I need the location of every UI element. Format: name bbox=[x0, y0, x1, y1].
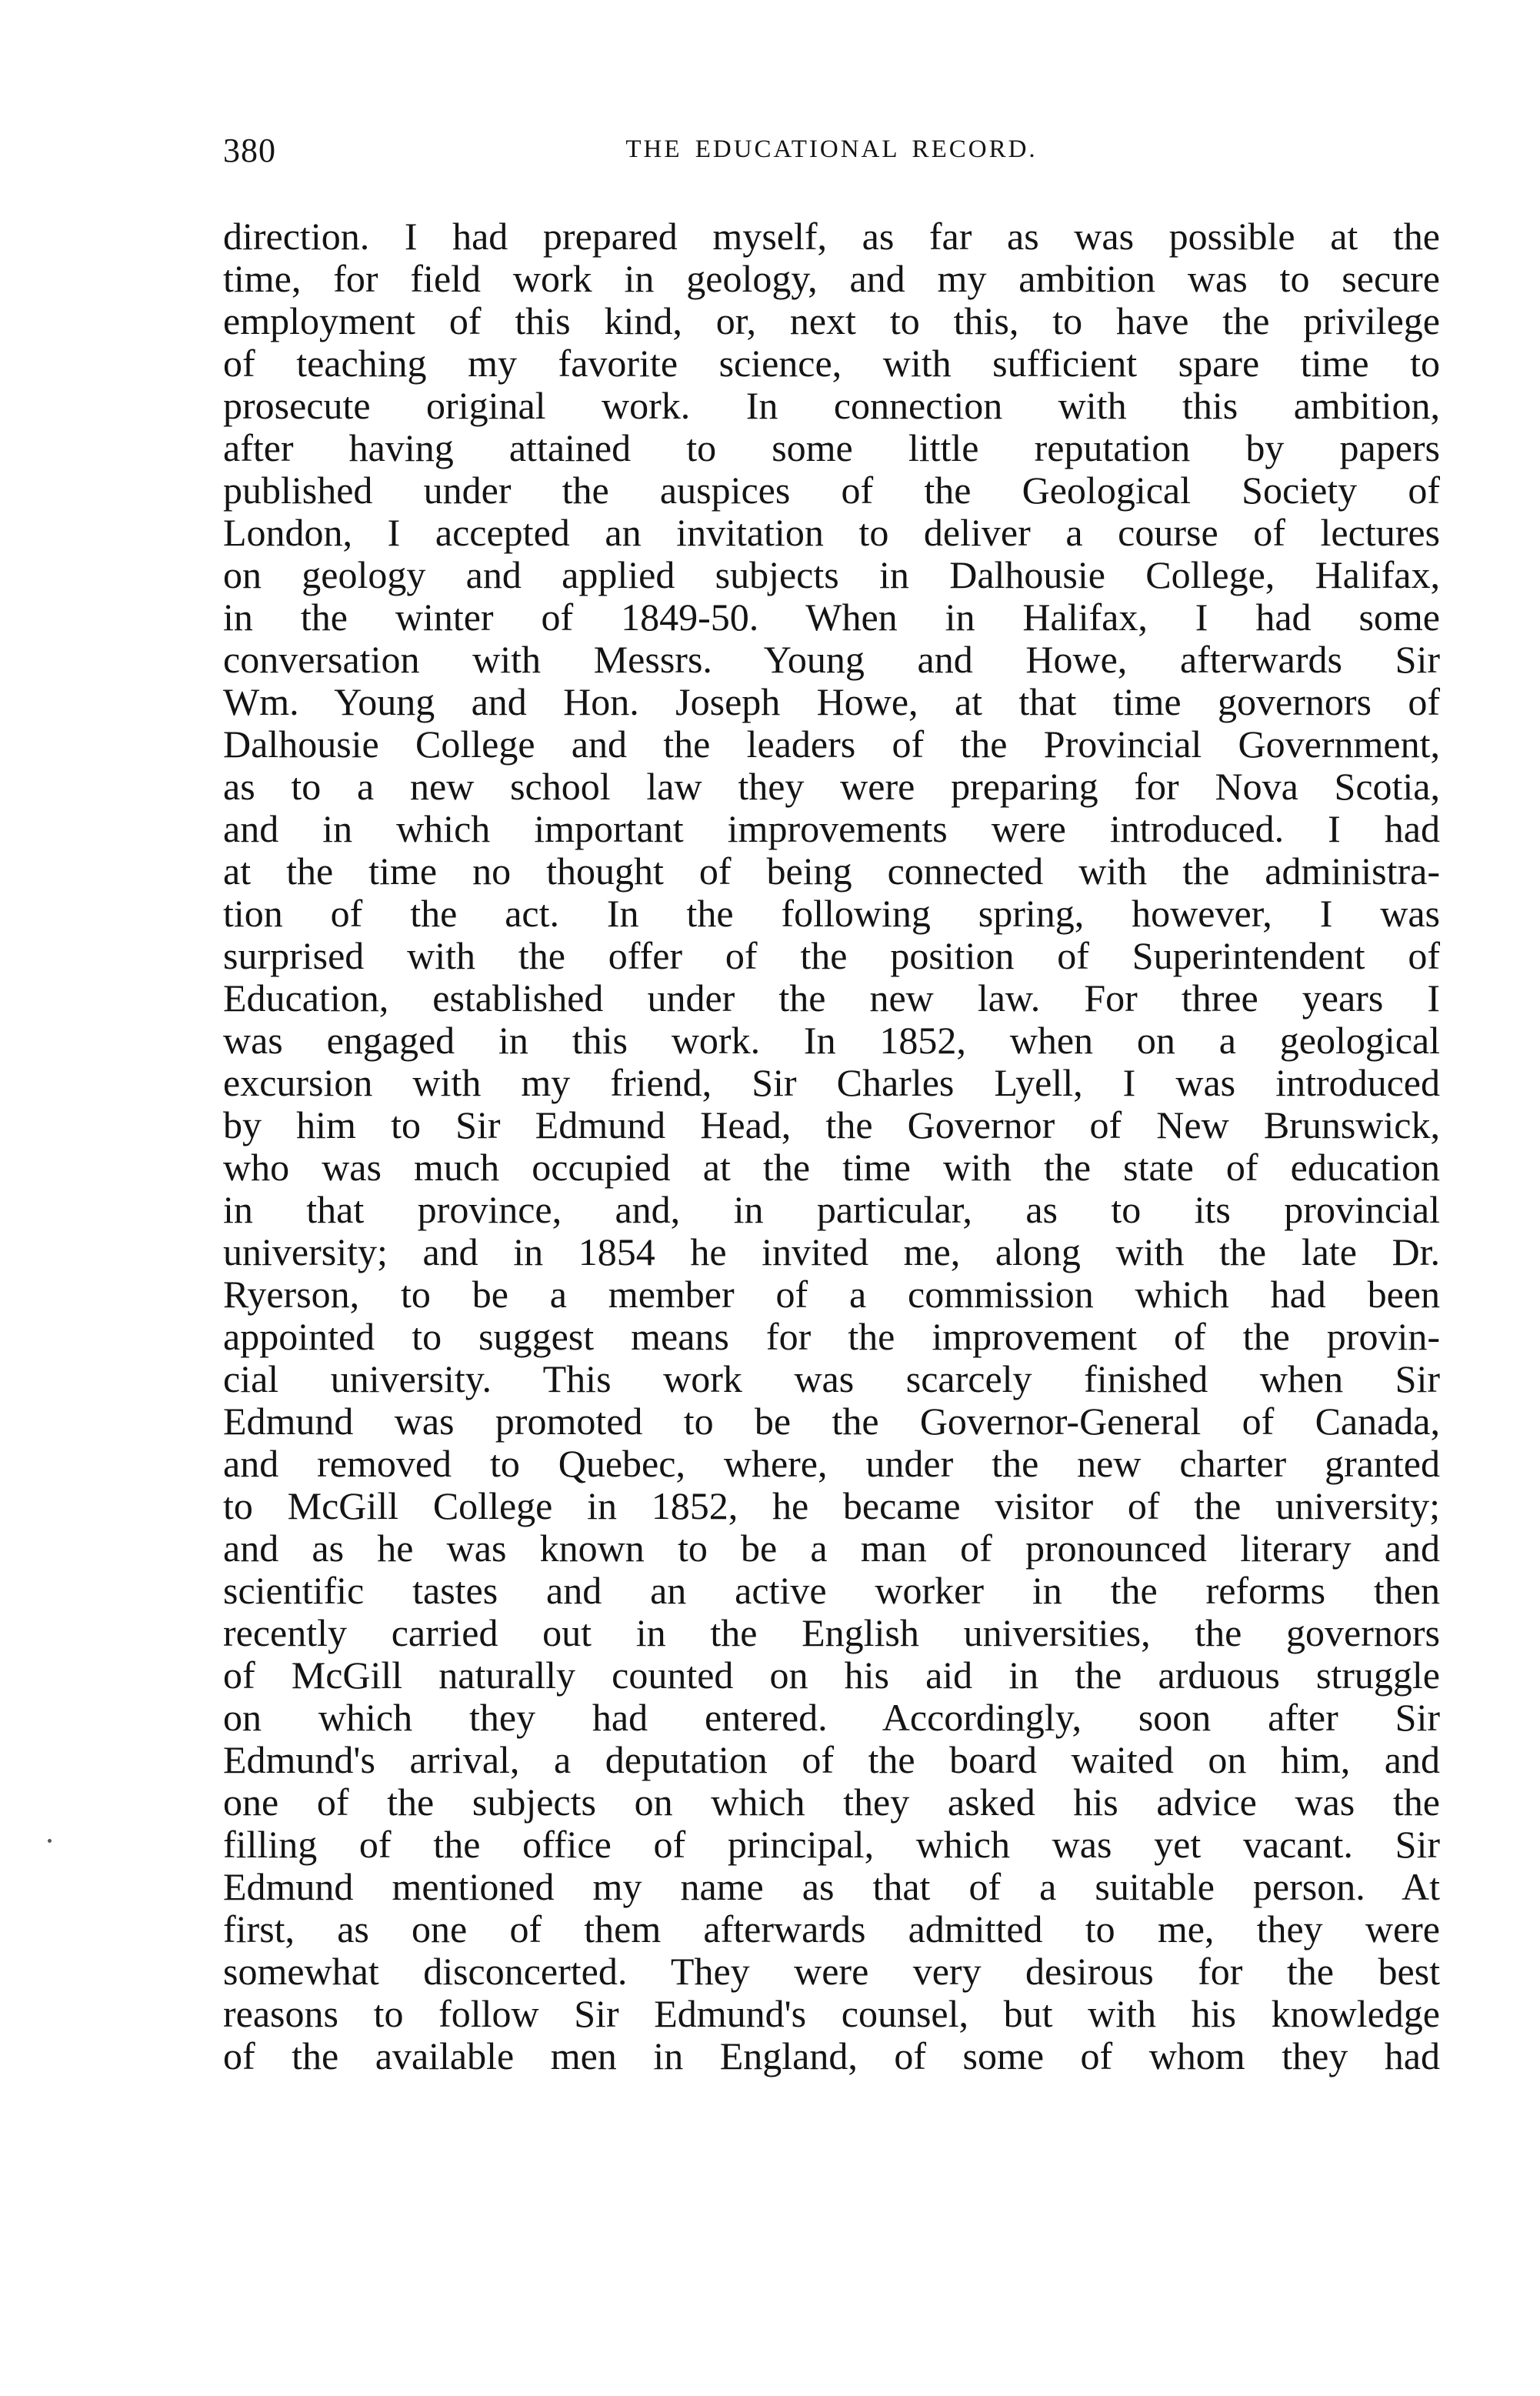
text-line: tion of the act. In the following spring, however, I was bbox=[223, 893, 1440, 935]
stray-ink-mark bbox=[48, 1839, 52, 1843]
text-line: in that province, and, in particular, as to its provincial bbox=[223, 1189, 1440, 1231]
text-line: of teaching my favorite science, with sufficient spare time to bbox=[223, 342, 1440, 385]
text-line: appointed to suggest means for the improvement of the provin- bbox=[223, 1316, 1440, 1358]
text-line: at the time no thought of being connected with the administra- bbox=[223, 850, 1440, 893]
text-line: surprised with the offer of the position of Superintendent of bbox=[223, 935, 1440, 977]
text-line: as to a new school law they were preparing for Nova Scotia, bbox=[223, 766, 1440, 808]
text-line: of McGill naturally counted on his aid in the arduous struggle bbox=[223, 1654, 1440, 1697]
text-line: Wm. Young and Hon. Joseph Howe, at that time governors of bbox=[223, 681, 1440, 723]
body-text bbox=[223, 215, 1440, 2077]
text-line: time, for field work in geology, and my ambition was to secure bbox=[223, 258, 1440, 300]
text-line: Ryerson, to be a member of a commission which had been bbox=[223, 1273, 1440, 1316]
text-line: London, I accepted an invitation to deliver a course of lectures bbox=[223, 512, 1440, 554]
text-line: published under the auspices of the Geological Society of bbox=[223, 469, 1440, 512]
text-line: one of the subjects on which they asked his advice was the bbox=[223, 1781, 1440, 1824]
running-title: THE EDUCATIONAL RECORD. bbox=[625, 135, 1038, 163]
text-line: on which they had entered. Accordingly, soon after Sir bbox=[223, 1697, 1440, 1739]
text-line: reasons to follow Sir Edmund's counsel, but with his knowledge bbox=[223, 1993, 1440, 2035]
text-line: recently carried out in the English universities, the governors bbox=[223, 1612, 1440, 1654]
text-line: to McGill College in 1852, he became visitor of the university; bbox=[223, 1485, 1440, 1527]
text-line: Edmund's arrival, a deputation of the board waited on him, and bbox=[223, 1739, 1440, 1781]
text-line: of the available men in England, of some of whom they had bbox=[223, 2035, 1440, 2077]
text-line: scientific tastes and an active worker in the reforms then bbox=[223, 1570, 1440, 1612]
text-line: and removed to Quebec, where, under the new charter granted bbox=[223, 1443, 1440, 1485]
text-line: Edmund mentioned my name as that of a suitable person. At bbox=[223, 1866, 1440, 1908]
text-line: by him to Sir Edmund Head, the Governor of New Brunswick, bbox=[223, 1104, 1440, 1146]
text-line: who was much occupied at the time with the state of education bbox=[223, 1146, 1440, 1189]
text-line: on geology and applied subjects in Dalhousie College, Halifax, bbox=[223, 554, 1440, 596]
text-line: after having attained to some little reputation by papers bbox=[223, 427, 1440, 469]
text-line: Edmund was promoted to be the Governor-General of Canada, bbox=[223, 1400, 1440, 1443]
text-line: first, as one of them afterwards admitted to me, they were bbox=[223, 1908, 1440, 1951]
text-line: in the winter of 1849-50. When in Halifax, I had some bbox=[223, 596, 1440, 639]
text-line: direction. I had prepared myself, as far as was possible at the bbox=[223, 215, 1440, 258]
text-line: somewhat disconcerted. They were very desirous for the best bbox=[223, 1951, 1440, 1993]
text-line: and as he was known to be a man of pronounced literary and bbox=[223, 1527, 1440, 1570]
text-line: employment of this kind, or, next to this, to have the privilege bbox=[223, 300, 1440, 342]
running-head bbox=[223, 131, 1440, 177]
text-line: and in which important improvements were introduced. I had bbox=[223, 808, 1440, 850]
page-number: 380 bbox=[223, 132, 276, 169]
text-line: was engaged in this work. In 1852, when on a geological bbox=[223, 1019, 1440, 1062]
text-line: conversation with Messrs. Young and Howe, afterwards Sir bbox=[223, 639, 1440, 681]
text-line: university; and in 1854 he invited me, along with the late Dr. bbox=[223, 1231, 1440, 1273]
text-line: cial university. This work was scarcely finished when Sir bbox=[223, 1358, 1440, 1400]
text-line: filling of the office of principal, which was yet vacant. Sir bbox=[223, 1824, 1440, 1866]
text-line: excursion with my friend, Sir Charles Lyell, I was introduced bbox=[223, 1062, 1440, 1104]
text-line: Dalhousie College and the leaders of the Provincial Government, bbox=[223, 723, 1440, 766]
text-line: prosecute original work. In connection with this ambition, bbox=[223, 385, 1440, 427]
text-line: Education, established under the new law. For three years I bbox=[223, 977, 1440, 1019]
